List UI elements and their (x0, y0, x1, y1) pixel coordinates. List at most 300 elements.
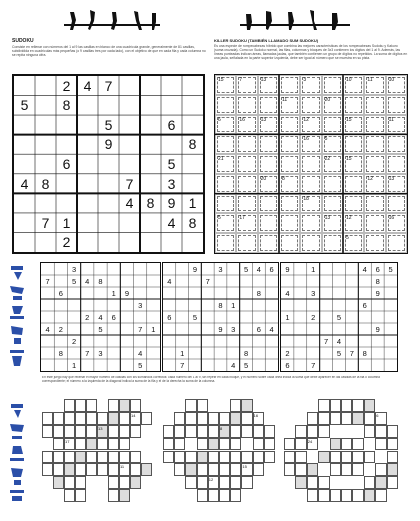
kakuro-cell (219, 451, 230, 464)
kakuro-cell (119, 425, 130, 438)
kakuro-cell (341, 412, 352, 425)
kakuro-cell (318, 412, 329, 425)
kakuro-clue: 24 (307, 438, 313, 444)
kakuro-cell (387, 463, 398, 476)
kakuro-cell (130, 476, 141, 489)
given-digit: 8 (188, 214, 197, 231)
kakuro-cell (53, 463, 64, 476)
kakuro-cell (208, 425, 219, 438)
given-digit: 4 (85, 276, 90, 286)
given-digit: 8 (256, 288, 261, 298)
kakuro-cell (307, 412, 318, 425)
kakuro-cell (230, 489, 241, 502)
cage-sum: 18 (303, 195, 309, 202)
cage-sum: 16 (388, 215, 395, 222)
kakuro-cell (75, 476, 86, 489)
given-digit: 6 (256, 324, 261, 334)
given-digit: 8 (188, 136, 197, 153)
triple-grid-right (280, 262, 398, 372)
cage-sum: 13 (388, 175, 395, 182)
header-banner (60, 6, 360, 32)
kakuro-cell (185, 451, 196, 464)
kakuro-cell (241, 476, 252, 489)
kakuro-cell (364, 399, 375, 412)
kakuro-cell (53, 438, 64, 451)
given-digit: 5 (104, 116, 113, 133)
kakuro-cell (352, 489, 363, 502)
kakuro-cell (208, 412, 219, 425)
kakuro-cell (364, 489, 375, 502)
cage-sum: 5 (324, 136, 328, 143)
given-digit: 5 (138, 360, 143, 370)
kakuro-cell (307, 425, 318, 438)
given-digit: 2 (71, 336, 77, 346)
kakuro-cell (42, 463, 53, 476)
given-digit: 2 (285, 348, 290, 358)
kakuro-cell (253, 438, 264, 451)
kakuro-clue: 8 (220, 425, 223, 431)
kakuro-cell (230, 476, 241, 489)
kakuro-cell (330, 412, 341, 425)
killer-title: KILLER SUDOKU (TAMBIÉN LLAMADO SUM SUDOKU) (214, 38, 319, 43)
kakuro-cell (119, 438, 130, 451)
given-digit: 1 (180, 348, 185, 358)
cage-sum: 21 (218, 156, 224, 163)
kakuro-cell (108, 463, 119, 476)
cage-sum: 20 (324, 96, 331, 103)
kakuro-cell (230, 438, 241, 451)
kakuro-cell (130, 425, 141, 438)
kakuro-cell (318, 451, 329, 464)
given-digit: 4 (231, 360, 236, 370)
kakuro-cell (108, 438, 119, 451)
given-digit: 3 (98, 348, 103, 358)
given-digit: 7 (85, 348, 90, 358)
kakuro-cell (141, 463, 152, 476)
given-digit: 9 (124, 288, 130, 298)
kakuro-cell (197, 399, 208, 412)
kakuro-cell (253, 463, 264, 476)
kakuro-cell (352, 463, 363, 476)
cage-sum: 15 (218, 77, 224, 83)
kakuro-cell (64, 399, 75, 412)
cage-sum: 15 (346, 156, 352, 163)
kakuro-cell (387, 438, 398, 451)
given-digit: 1 (311, 264, 316, 274)
kakuro-cell (53, 451, 64, 464)
kakuro-cell (364, 476, 375, 489)
cage-sum: 13 (260, 77, 267, 83)
given-digit: 4 (269, 324, 274, 334)
given-digit: 5 (336, 348, 342, 358)
kakuro-cell (241, 412, 252, 425)
cage-sum: 11 (282, 96, 288, 103)
kakuro-cell (387, 425, 398, 438)
kakuro-cell (86, 399, 97, 412)
given-digit: 1 (111, 288, 116, 298)
given-digit: 9 (218, 324, 223, 334)
kakuro-cell (197, 438, 208, 451)
kakuro-cell (108, 476, 119, 489)
kakuro-cell (97, 451, 108, 464)
given-digit: 2 (58, 324, 63, 334)
kakuro-cell (163, 425, 174, 438)
ninja-banner-icon (60, 6, 360, 32)
kakuro-cell (230, 463, 241, 476)
cage-sum: 13 (260, 116, 267, 123)
given-digit: 5 (243, 360, 249, 370)
triple-grid-left (40, 262, 161, 372)
given-digit: 7 (138, 324, 143, 334)
kakuro-cell (53, 425, 64, 438)
cage-sum: 13 (324, 215, 331, 222)
given-digit: 6 (362, 300, 367, 310)
kakuro-cell (185, 399, 196, 412)
given-digit: 2 (85, 312, 90, 322)
kakuro-cell (75, 438, 86, 451)
kakuro-cell (295, 476, 306, 489)
given-digit: 4 (362, 264, 367, 274)
killer-intro: Es una especie de rompecabezas híbrido que combina las mejores características de los rompecabezas Sudoku y Kakuro (suma cruzada). Como un Sudoku normal, las filas, columnas y bloques de 3x3 contienen los dígitos del 1 al 9. Además, las líneas punteadas indican áreas, llamadas jaulas, que también contienen un grupo de dígitos no repetidos. La suma de dígitos en una jaula, señalada en la parte superior izquierda, debe ser igual al número que se muestra en su pista. (214, 44, 408, 61)
kakuro-cell (185, 412, 196, 425)
kakuro-cell (375, 489, 386, 502)
given-digit: 6 (167, 116, 176, 133)
kakuro-cell (108, 425, 119, 438)
kakuro-cell (307, 476, 318, 489)
kakuro-cell (108, 412, 119, 425)
given-digit: 5 (192, 312, 198, 322)
cage-sum: 16 (239, 116, 245, 123)
kakuro-cell (318, 425, 329, 438)
kakuro-cell (387, 476, 398, 489)
kakuro-cell (264, 451, 275, 464)
kakuro-cell (163, 451, 174, 464)
kakuro-cell (64, 425, 75, 438)
given-digit: 5 (336, 312, 342, 322)
kakuro-cell (197, 425, 208, 438)
sudoku-intro: Consiste en rellenar con números del 1 al 9 las casillas en blanco de una cuadrícula grande, generalmente de 81 casillas, subdividida en cuadrículas más pequeñas (o 9 casillas tres por cada lado), con el objetivo de que en cada fila y cada columna no se repita ninguna cifra. (12, 45, 206, 58)
kakuro-cell (86, 425, 97, 438)
kakuro-cell (86, 412, 97, 425)
kakuro-cell (208, 438, 219, 451)
kakuro-cell (208, 463, 219, 476)
given-digit: 3 (167, 175, 176, 192)
given-digit: 9 (104, 136, 113, 153)
given-digit: 3 (231, 324, 236, 334)
cage-sum: 10 (346, 77, 352, 83)
kakuro-cell (75, 399, 86, 412)
kakuro-cell (86, 451, 97, 464)
cage-sum: 10 (388, 77, 395, 83)
kakuro-cell (185, 476, 196, 489)
given-digit: 5 (98, 324, 103, 334)
cage-sum: 12 (367, 175, 373, 182)
given-digit: 2 (62, 234, 71, 251)
given-digit: 2 (311, 312, 316, 322)
given-digit: 9 (192, 264, 198, 274)
kakuro-cell (318, 476, 329, 489)
kakuro-cell (219, 438, 230, 451)
kakuro-cell (64, 463, 75, 476)
given-digit: 7 (349, 348, 354, 358)
cage-sum: 12 (346, 215, 352, 222)
kakuro-cell (318, 399, 329, 412)
kakuro-cell (97, 412, 108, 425)
given-digit: 3 (71, 264, 77, 274)
given-digit: 8 (62, 97, 71, 114)
kakuro-cell (330, 463, 341, 476)
kakuro-clue: 17 (65, 438, 70, 444)
given-digit: 6 (167, 312, 172, 322)
kakuro-cell (364, 412, 375, 425)
kakuro-cell (295, 425, 306, 438)
given-digit: 4 (83, 77, 92, 94)
kakuro-cell (53, 412, 64, 425)
kakuro-cell (219, 476, 230, 489)
given-digit: 4 (138, 348, 143, 358)
sudoku-title: SUDOKU (12, 38, 34, 44)
kakuro-cell (284, 438, 295, 451)
kakuro-cell (375, 463, 386, 476)
given-digit: 3 (138, 300, 143, 310)
cage-sum: 7 (239, 77, 243, 83)
kakuro-cell (75, 451, 86, 464)
box-lines (215, 75, 407, 253)
given-digit: 6 (111, 312, 116, 322)
given-digit: 1 (62, 214, 71, 231)
cage-sum: 20 (260, 175, 267, 182)
kakuro-cell (97, 463, 108, 476)
kakuro-cell (241, 399, 252, 412)
given-digit: 8 (98, 276, 103, 286)
given-digit: 4 (45, 324, 50, 334)
kakuro-cell (264, 425, 275, 438)
given-digit: 5 (167, 155, 176, 172)
kakuro-cell (364, 425, 375, 438)
kakuro-cell (64, 489, 75, 502)
given-digit: 7 (180, 360, 185, 370)
kakuro-cell (97, 438, 108, 451)
kakuro-clue: 11 (120, 464, 125, 470)
given-digit: 6 (375, 264, 380, 274)
given-digit: 6 (62, 155, 71, 172)
kakuro-cell (387, 451, 398, 464)
kakuro-cell (352, 438, 363, 451)
kakuro-cell (219, 463, 230, 476)
given-digit: 4 (167, 214, 176, 231)
given-digit: 4 (285, 288, 290, 298)
kakuro-cell (130, 451, 141, 464)
kakuro-cell (174, 412, 185, 425)
kakuro-cell (253, 425, 264, 438)
kakuro-clue: 12 (208, 477, 214, 483)
cage-sum: 11 (367, 77, 373, 83)
killer-grid (214, 74, 408, 254)
kakuro-clue: 16 (253, 413, 259, 419)
given-digit: 5 (388, 264, 393, 274)
given-digit: 1 (71, 360, 77, 370)
kakuro-cell (197, 476, 208, 489)
cage-sum: 5 (346, 235, 349, 242)
calligraphy-icon (8, 400, 26, 504)
given-digit: 4 (20, 175, 29, 192)
kakuro-cell (130, 463, 141, 476)
kakuro-clue: 6 (376, 413, 379, 419)
kakuro-cell (119, 476, 130, 489)
given-digit: 4 (256, 264, 261, 274)
kakuro-cell (174, 451, 185, 464)
cage-sum: 5 (218, 215, 221, 222)
kakuro-cell (174, 438, 185, 451)
kakuro-cell (185, 463, 196, 476)
given-digit: 5 (243, 264, 249, 274)
kakuro-cell (141, 412, 152, 425)
kakuro-cell (119, 399, 130, 412)
kakuro-cell (284, 463, 295, 476)
kakuro-cell (86, 438, 97, 451)
kakuro-clue: 14 (131, 413, 136, 419)
kakuro-cell (42, 451, 53, 464)
given-digit: 7 (311, 360, 316, 370)
given-digit: 8 (362, 348, 367, 358)
kakuro-cell (307, 463, 318, 476)
kakuro-intro: En este juego hay que rellenar el mayor número de casillas con los sumandos correctos: cada número del 1 al 9, sin repetir en cada bloque, y el número sobre cada línea indica la suma que debe aparecer en las casillas de la fila o columna correspondiente; el número a la izquierda de la diagonal indica la suma de la fila y el de la derecha la suma de la columna. (42, 376, 380, 383)
kakuro-cell (341, 463, 352, 476)
kakuro-cell (75, 463, 86, 476)
kakuro-cell (284, 451, 295, 464)
given-digit: 4 (98, 312, 103, 322)
given-digit: 2 (62, 77, 71, 94)
kakuro-cell (108, 399, 119, 412)
kakuro-cell (330, 399, 341, 412)
given-digit: 7 (324, 336, 329, 346)
kakuro-cell (341, 451, 352, 464)
kakuro-cell (295, 438, 306, 451)
cage-sum: 11 (388, 116, 394, 123)
kakuro-cell (42, 425, 53, 438)
given-digit: 1 (231, 300, 236, 310)
cage-sum: 22 (324, 156, 331, 163)
kakuro-cell (318, 489, 329, 502)
kakuro-clue: 13 (98, 425, 103, 431)
cage-sum: 17 (239, 215, 245, 222)
cage-sum: 3 (303, 77, 307, 83)
kakuro-cell (352, 412, 363, 425)
kakuro-cell (64, 412, 75, 425)
kakuro-cell (208, 489, 219, 502)
calligraphy-icon (8, 262, 26, 372)
kakuro-puzzle-middle (163, 393, 275, 508)
kakuro-cell (341, 438, 352, 451)
kakuro-cell (64, 451, 75, 464)
given-digit: 7 (205, 276, 210, 286)
kakuro-cell (352, 451, 363, 464)
kakuro-cell (197, 412, 208, 425)
kakuro-cell (75, 412, 86, 425)
given-digit: 7 (104, 77, 113, 94)
given-digit: 7 (125, 175, 134, 192)
given-digit: 8 (218, 300, 223, 310)
kakuro-cell (230, 425, 241, 438)
kakuro-cell (197, 463, 208, 476)
given-digit: 9 (375, 288, 380, 298)
kakuro-cell (375, 438, 386, 451)
kakuro-cell (253, 451, 264, 464)
kakuro-cell (130, 399, 141, 412)
kakuro-cell (108, 489, 119, 502)
kakuro-cell (230, 399, 241, 412)
given-digit: 8 (375, 276, 380, 286)
kakuro-cell (185, 425, 196, 438)
kakuro-cell (197, 489, 208, 502)
kakuro-cell (86, 463, 97, 476)
kakuro-cell (75, 425, 86, 438)
given-digit: 8 (41, 175, 50, 192)
kakuro-cell (108, 451, 119, 464)
kakuro-cell (119, 489, 130, 502)
kakuro-cell (230, 412, 241, 425)
kakuro-cell (241, 425, 252, 438)
kakuro-cell (119, 451, 130, 464)
kakuro-side-label (8, 400, 26, 504)
given-digit: 4 (336, 336, 342, 346)
given-digit: 4 (167, 276, 172, 286)
kakuro-cell (330, 451, 341, 464)
kakuro-cell (341, 399, 352, 412)
cage-sum: 16 (303, 136, 309, 143)
kakuro-puzzle-left (42, 393, 152, 508)
cage-sum: 6 (218, 116, 221, 123)
samurai-side-label (8, 262, 26, 372)
kakuro-cell (352, 399, 363, 412)
given-digit: 8 (243, 348, 249, 358)
kakuro-cell (53, 476, 64, 489)
kakuro-cell (295, 451, 306, 464)
kakuro-cell (364, 451, 375, 464)
given-digit: 6 (285, 360, 290, 370)
kakuro-cell (241, 451, 252, 464)
kakuro-cell (75, 489, 86, 502)
given-digit: 9 (285, 264, 290, 274)
given-digit: 6 (269, 264, 274, 274)
given-digit: 9 (167, 195, 176, 212)
given-digit: 1 (151, 324, 156, 334)
given-digit: 5 (71, 276, 77, 286)
kakuro-clue: 15 (242, 464, 247, 470)
given-digit: 7 (41, 214, 50, 231)
given-digit: 4 (125, 195, 134, 212)
kakuro-cell (219, 489, 230, 502)
given-digit: 9 (375, 324, 380, 334)
kakuro-cell (163, 438, 174, 451)
kakuro-cell (174, 425, 185, 438)
given-digit: 3 (218, 264, 223, 274)
given-digit: 8 (146, 195, 155, 212)
kakuro-cell (307, 489, 318, 502)
given-digit: 3 (311, 288, 316, 298)
kakuro-cell (174, 463, 185, 476)
given-digit: 8 (58, 348, 63, 358)
kakuro-cell (330, 438, 341, 451)
cage-sum: 12 (303, 116, 309, 123)
cage-sum: 15 (346, 116, 352, 123)
kakuro-cell (42, 412, 53, 425)
kakuro-cell (341, 489, 352, 502)
given-digit: 1 (188, 195, 197, 212)
kakuro-cell (375, 425, 386, 438)
kakuro-cell (197, 451, 208, 464)
kakuro-cell (295, 463, 306, 476)
